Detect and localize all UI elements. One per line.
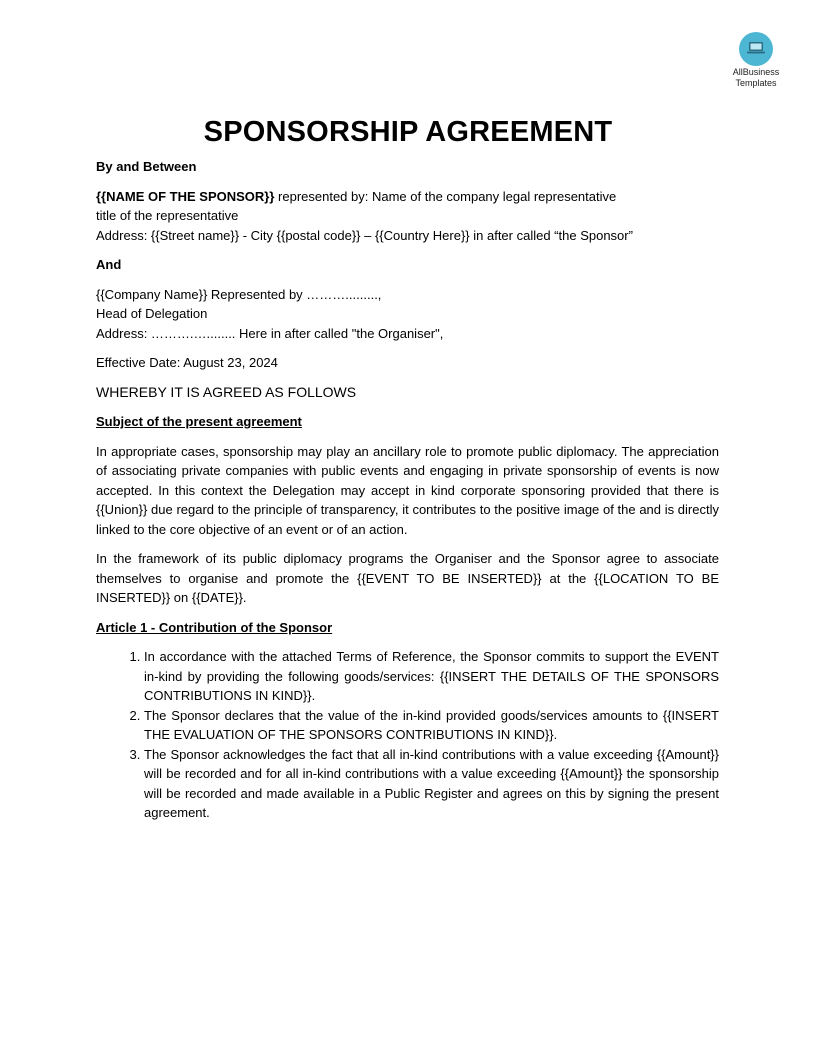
sponsor-title: title of the representative [96,208,239,223]
effective-date: Effective Date: August 23, 2024 [96,355,278,370]
sponsor-line [96,187,719,207]
list-item: 1. In accordance with the attached Terms of Reference, the Sponsor commits to support the EVENT in-kind by providing the following goods/services: {{INSERT THE DETAILS OF THE SPONSORS CONTRIBUTIONS IN KIND}}. [144,647,719,706]
brand-logo[interactable] [726,32,786,88]
sponsor-represented: represented by: Name of the company legal representative [274,188,617,204]
logo-text-line1: AllBusiness [732,67,780,77]
subject-heading: Subject of the present agreement [96,414,302,429]
sponsor-name: {{NAME OF THE SPONSOR}} [96,188,275,204]
sponsor-address: Address: {{Street name}} - City {{postal code}} – {{Country Here}} in after called “the Sponsor” [96,227,633,243]
whereby-heading: WHEREBY IT IS AGREED AS FOLLOWS [96,383,357,400]
logo-text-line2: Templates [735,78,777,88]
laptop-icon [739,32,773,66]
organiser-address: Address: ……….…........ Here in after called "the Organiser", [96,325,444,341]
article1-heading: Article 1 - Contribution of the Sponsor [96,619,333,635]
paragraph-2: In the framework of its public diplomacy programs the Organiser and the Sponsor agree to associate themselves to organise and promote the {{EVENT TO BE INSERTED}} at the {{LOCATION TO BE INSERTED}} on {{DATE}}. [96,551,719,605]
organiser-line2: Head of Delegation [96,306,208,321]
document-title: SPONSORSHIP AGREEMENT [203,116,613,148]
and-label: And [96,257,122,272]
article1-list [96,647,719,823]
document-body [96,157,719,823]
list-item: 2. The Sponsor declares that the value of the in-kind provided goods/services amounts to {{INSERT THE EVALUATION OF THE SPONSORS CONTRIBUTIONS IN KIND}}. [144,706,719,745]
list-item: 3. The Sponsor acknowledges the fact that all in-kind contributions with a value exceeding {{Amount}} will be recorded and for all in-kind contributions with a value exceeding {{Amount}} the sponsorship will be recorded and made available in a Public Register and agrees on this by signing the present agreement. [144,745,719,823]
by-and-between: By and Between [96,159,197,174]
paragraph-1: In appropriate cases, sponsorship may play an ancillary role to promote public diplomacy. The appreciation of associating private companies with public events and engaging in private sponsorship of events is now accepted. In this context the Delegation may accept in kind corporate sponsoring provided that there is {{Union}} due regard to the principle of transparency, it contributes to the positive image of the and is directly linked to the core objective of an event or of an action. [96,443,719,537]
organiser-line1: {{Company Name}} Represented by ………........., [96,286,382,302]
